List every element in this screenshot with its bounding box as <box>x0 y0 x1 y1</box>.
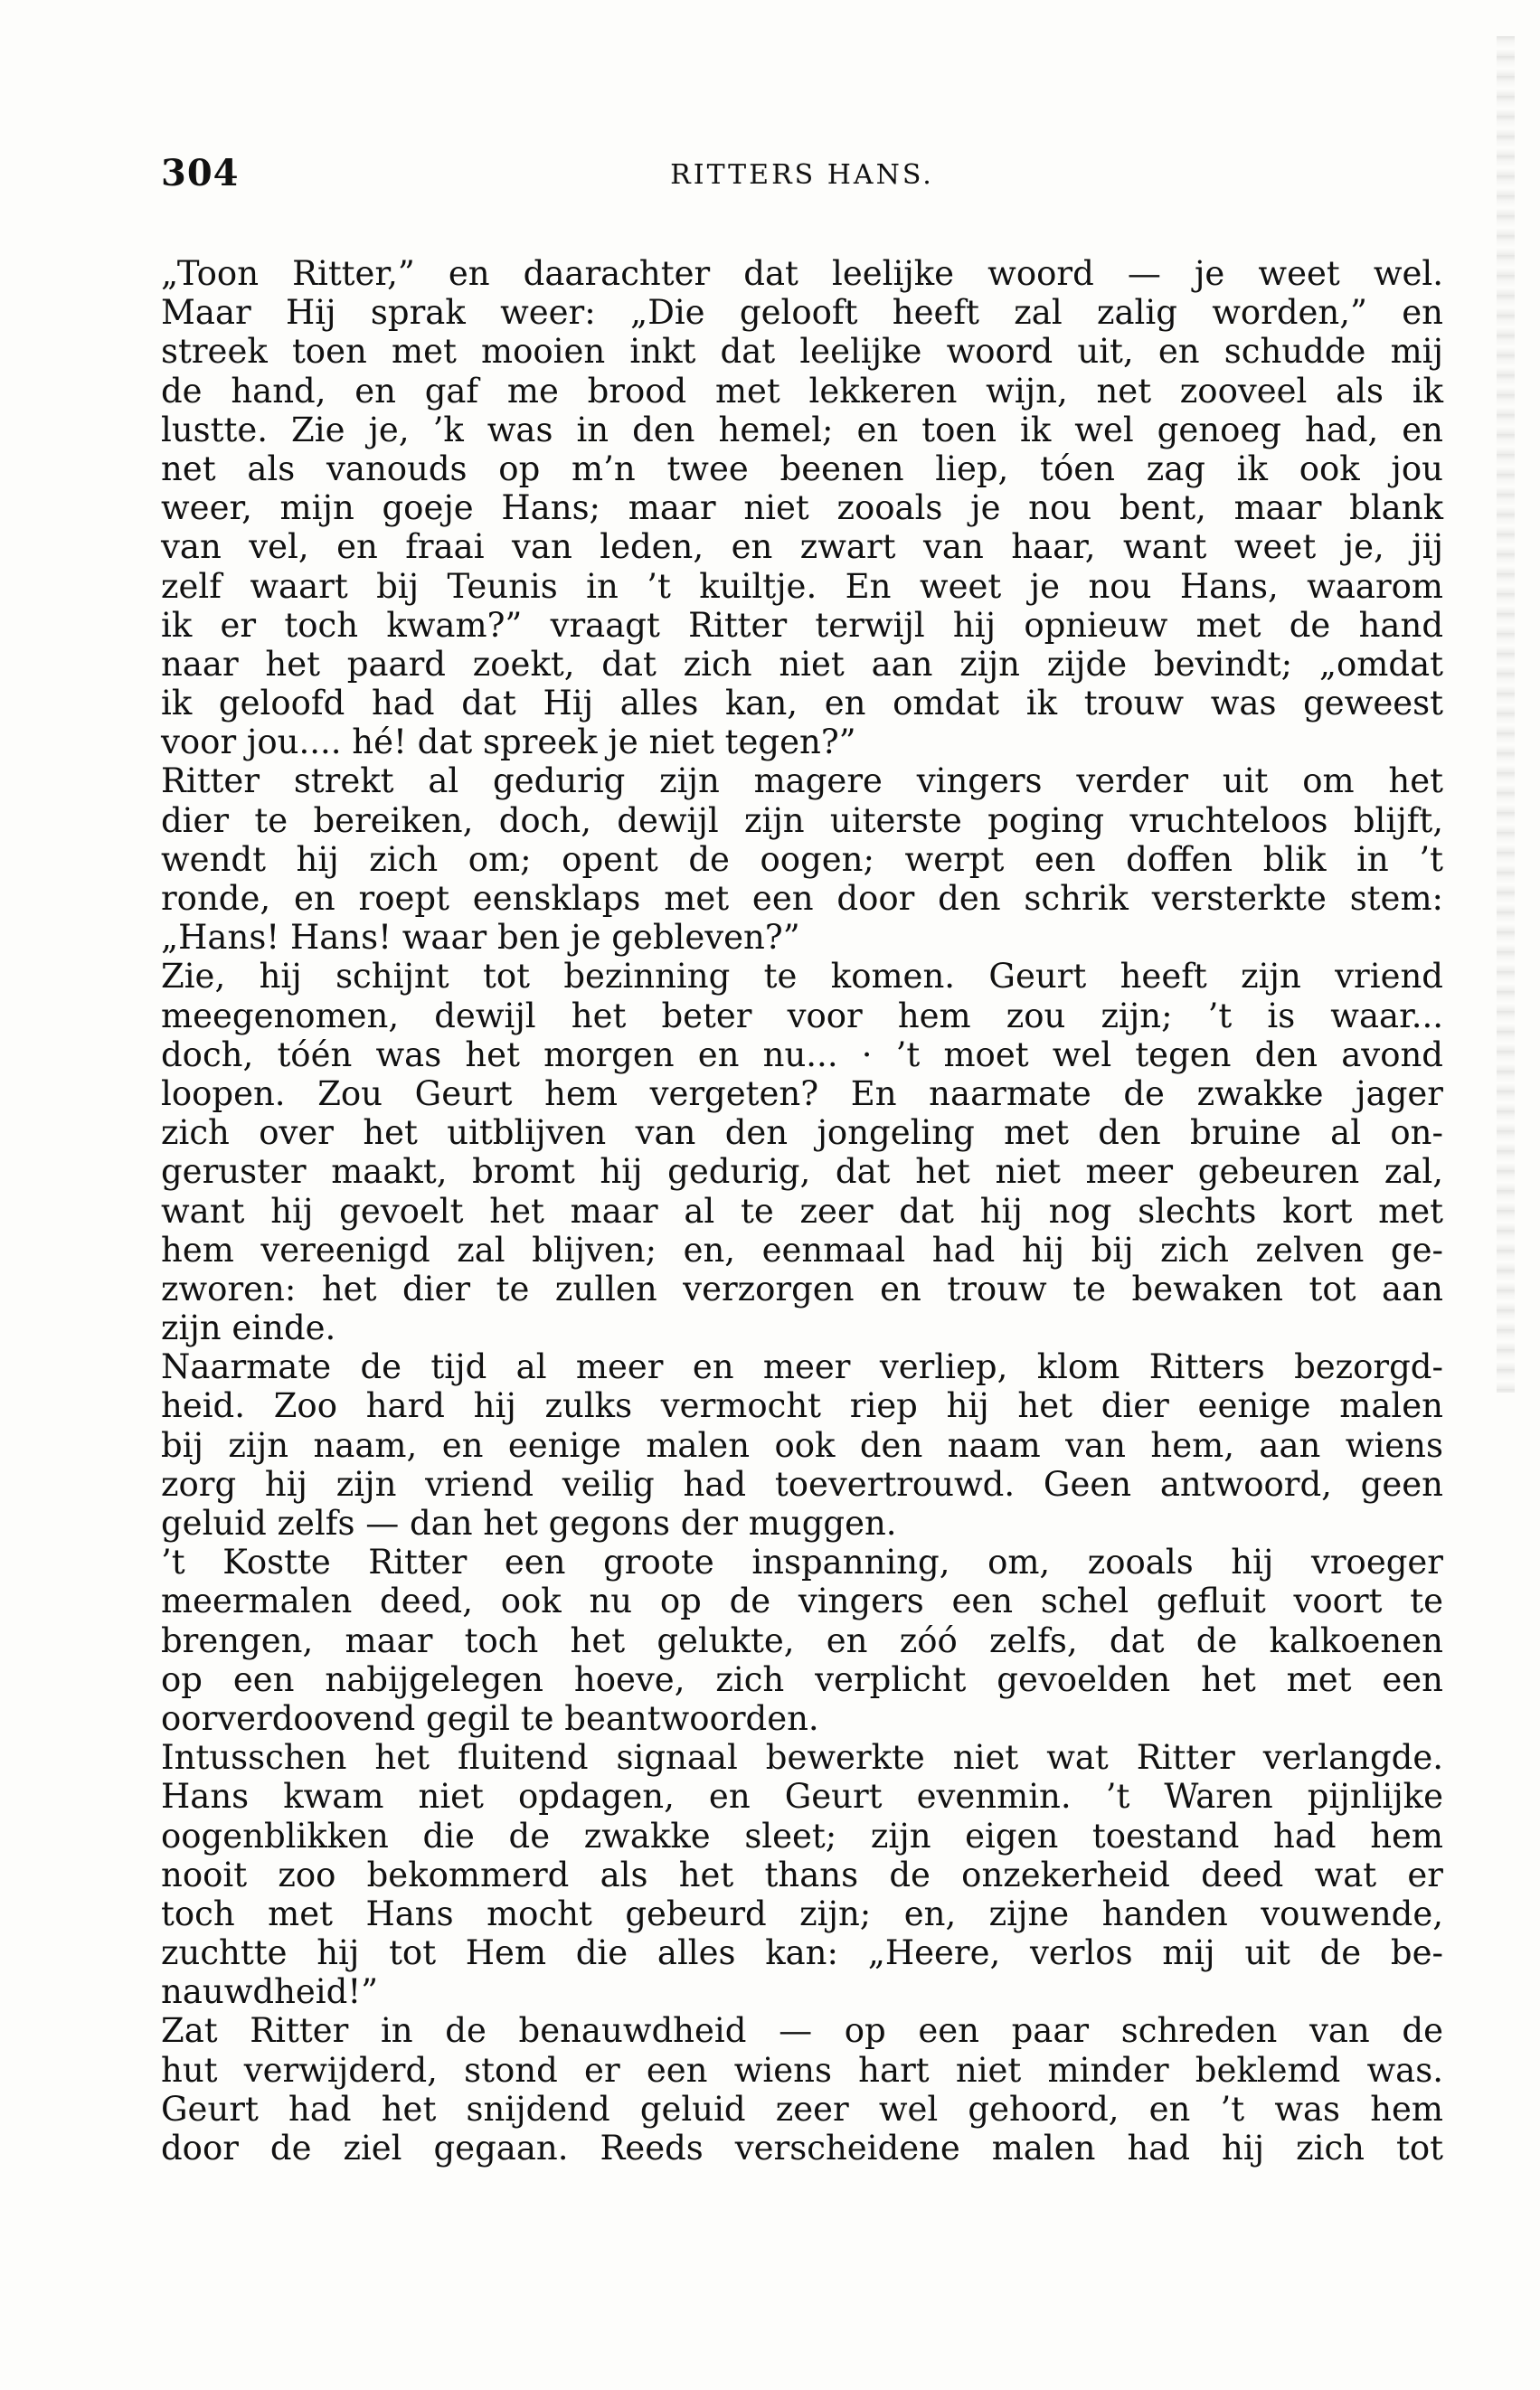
text-line: Zat Ritter in de benauwdheid — op een paar schreden van de <box>161 2011 1443 2051</box>
text-line: zich over het uitblijven van den jongeling met den bruine al on- <box>161 1113 1443 1153</box>
text-line: Zie, hij schijnt tot bezinning te komen. Geurt heeft zijn vriend <box>161 957 1443 997</box>
text-line: ronde, en roept eensklaps met een door den schrik versterkte stem: <box>161 879 1443 918</box>
text-line: want hij gevoelt het maar al te zeer dat hij nog slechts kort met <box>161 1191 1443 1231</box>
text-line: naar het paard zoekt, dat zich niet aan zijn zijde bevindt; „omdat <box>161 644 1443 684</box>
text-line: hem vereenigd zal blijven; en, eenmaal had hij bij zich zelven ge- <box>161 1230 1443 1270</box>
text-line: ik er toch kwam?” vraagt Ritter terwijl hij opnieuw met de hand <box>161 605 1443 645</box>
text-line: „Hans! Hans! waar ben je gebleven?” <box>161 918 800 958</box>
text-line: op een nabijgelegen hoeve, zich verplicht gevoelden het met een <box>161 1659 1443 1699</box>
text-line: zijn einde. <box>161 1308 336 1348</box>
page-number: 304 <box>161 152 240 194</box>
text-line: weer, mijn goeje Hans; maar niet zooals je nou bent, maar blank <box>161 488 1443 528</box>
text-line: brengen, maar toch het gelukte, en zóó zelfs, dat de kalkoenen <box>161 1620 1443 1660</box>
page-edge-shadow <box>1497 36 1515 1393</box>
text-line: ik geloofd had dat Hij alles kan, en omdat ik trouw was geweest <box>161 684 1443 723</box>
text-line: lustte. Zie je, ’k was in den hemel; en toen ik wel genoeg had, en <box>161 410 1443 449</box>
text-line: nooit zoo bekommerd als het thans de onzekerheid deed wat er <box>161 1855 1443 1894</box>
text-line: zorg hij zijn vriend veilig had toevertrouwd. Geen antwoord, geen <box>161 1464 1443 1504</box>
text-line: zelf waart bij Teunis in ’t kuiltje. En weet je nou Hans, waarom <box>161 566 1443 606</box>
text-line: geruster maakt, bromt hij gedurig, dat het niet meer gebeuren zal, <box>161 1152 1443 1192</box>
text-line: Maar Hij sprak weer: „Die gelooft heeft zal zalig worden,” en <box>161 293 1443 333</box>
text-line: loopen. Zou Geurt hem vergeten? En naarmate de zwakke jager <box>161 1073 1443 1113</box>
text-line: nauwdheid!” <box>161 1972 379 2012</box>
text-line: Intusschen het fluitend signaal bewerkte niet wat Ritter verlangde. <box>161 1738 1443 1778</box>
text-line: ’t Kostte Ritter een groote inspanning, om, zooals hij vroeger <box>161 1543 1443 1582</box>
text-line: streek toen met mooien inkt dat leelijke woord uit, en schudde mij <box>161 332 1443 372</box>
text-line: bij zijn naam, en eenige malen ook den naam van hem, aan wiens <box>161 1425 1443 1465</box>
text-line: wendt hij zich om; opent de oogen; werpt een doffen blik in ’t <box>161 839 1443 879</box>
text-line: van vel, en fraai van leden, en zwart van haar, want weet je, jij <box>161 527 1443 567</box>
text-line: heid. Zoo hard hij zulks vermocht riep hij het dier eenige malen <box>161 1386 1443 1426</box>
text-line: Hans kwam niet opdagen, en Geurt evenmin. ’t Waren pijnlijke <box>161 1777 1443 1817</box>
text-line: zworen: het dier te zullen verzorgen en trouw te bewaken tot aan <box>161 1269 1443 1308</box>
running-title: RITTERS HANS. <box>670 159 934 191</box>
text-line: toch met Hans mocht gebeurd zijn; en, zijne handen vouwende, <box>161 1894 1443 1933</box>
body-text <box>161 254 1443 2168</box>
text-line: zuchtte hij tot Hem die alles kan: „Heere, verlos mij uit de be- <box>161 1933 1443 1973</box>
text-line: dier te bereiken, doch, dewijl zijn uiterste poging vruchteloos blijft, <box>161 800 1443 840</box>
page-header <box>161 152 1443 206</box>
text-line: doch, tóén was het morgen en nu... · ’t moet wel tegen den avond <box>161 1034 1443 1074</box>
text-line: Geurt had het snijdend geluid zeer wel gehoord, en ’t was hem <box>161 2089 1443 2129</box>
text-line: oorverdoovend gegil te beantwoorden. <box>161 1698 819 1738</box>
text-line: de hand, en gaf me brood met lekkeren wijn, net zooveel als ik <box>161 371 1443 411</box>
text-line: geluid zelfs — dan het gegons der muggen. <box>161 1504 897 1543</box>
text-line: meermalen deed, ook nu op de vingers een schel gefluit voort te <box>161 1582 1443 1621</box>
text-line: hut verwijderd, stond er een wiens hart niet minder beklemd was. <box>161 2050 1443 2090</box>
text-line: Naarmate de tijd al meer en meer verliep, klom Ritters bezorgd- <box>161 1347 1443 1387</box>
text-line: door de ziel gegaan. Reeds verscheidene malen had hij zich tot <box>161 2129 1443 2168</box>
text-line: oogenblikken die de zwakke sleet; zijn eigen toestand had hem <box>161 1816 1443 1856</box>
text-line: voor jou.... hé! dat spreek je niet tegen?” <box>161 723 856 762</box>
text-line: „Toon Ritter,” en daarachter dat leelijke woord — je weet wel. <box>161 254 1443 293</box>
text-line: Ritter strekt al gedurig zijn magere vingers verder uit om het <box>161 761 1443 801</box>
text-line: meegenomen, dewijl het beter voor hem zou zijn; ’t is waar... <box>161 996 1443 1035</box>
text-line: net als vanouds op m’n twee beenen liep, tóen zag ik ook jou <box>161 449 1443 488</box>
